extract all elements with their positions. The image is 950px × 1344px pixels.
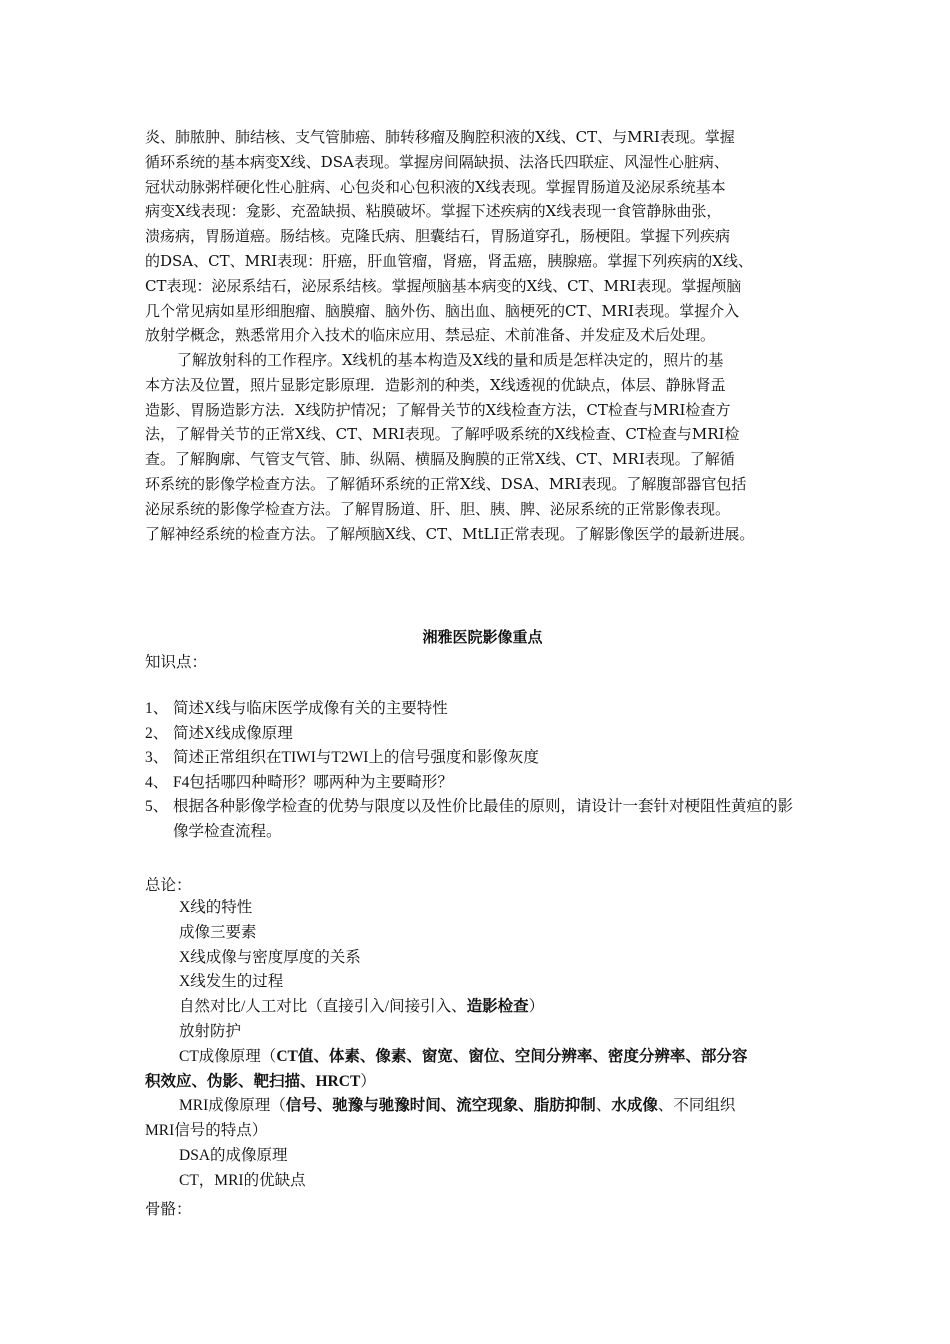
para1-line: 溃疡病，胃肠道癌。肠结核。克隆氏病、胆囊结石，胃肠道穿孔，肠梗阻。掌握下列疾病: [145, 227, 731, 246]
topic-text: MRI成像原理（: [179, 1097, 286, 1115]
list-item: [145, 746, 825, 771]
topic-item: DSA的成像原理: [179, 1146, 288, 1164]
topic-item: X线的特性: [179, 899, 253, 916]
list-text: 简述正常组织在TIWI与T2WI上的信号强度和影像灰度: [173, 749, 539, 767]
topic-bold: CT值、体素、像素、窗宽、窗位、空间分辨率、密度分辨率、部分容: [276, 1047, 748, 1065]
topic-continuation: [145, 1119, 815, 1144]
topic-item: [145, 1045, 815, 1095]
list-number: 5、: [145, 798, 169, 816]
list-text: 根据各种影像学检查的优势与限度以及性价比最佳的原则，请设计一套针对梗阻性黄疸的影像学检查流程。: [173, 798, 794, 840]
general-label: 总论：: [145, 877, 192, 894]
list-number: 2、: [145, 724, 169, 742]
para2-line: 查。了解胸廓、气管支气管、肺、纵隔、横膈及胸膜的正常X线、CT、MRI表现。了解循: [145, 450, 735, 469]
list-item: [145, 795, 825, 844]
topic-item: X线成像与密度厚度的关系: [179, 948, 361, 966]
para1-line: 循环系统的基本病变X线、DSA表现。掌握房间隔缺损、法洛氏四联症、风湿性心脏病、: [145, 152, 729, 171]
list-number: 1、: [145, 700, 169, 717]
topic-text: 自然对比/人工对比（直接引入/间接引入、: [179, 998, 467, 1016]
paragraph-understanding: [145, 348, 820, 546]
para1-line: 几个常见病如星形细胞瘤、脑膜瘤、脑外伤、脑出血、脑梗死的CT、MRI表现。掌握介入: [145, 301, 740, 320]
topic-continuation: [145, 1070, 815, 1095]
topic-text: CT成像原理（: [179, 1047, 277, 1065]
list-item: [145, 697, 825, 722]
topic-item: [145, 995, 815, 1020]
topic-text: MRI信号的特点）: [145, 1122, 268, 1140]
bone-label: 骨骼：: [145, 1201, 192, 1218]
section-title: 湘雅医院影像重点: [422, 629, 543, 646]
general-topics: [145, 896, 815, 1194]
question-list: [145, 697, 825, 845]
para1-line: 放射学概念，熟悉常用介入技术的临床应用、禁忌症、术前准备、并发症及术后处理。: [145, 326, 716, 345]
topic-bold: 水成像: [611, 1097, 658, 1115]
list-number: 3、: [145, 749, 169, 767]
paragraph-mastery: [145, 125, 820, 348]
para2-line: 法，了解骨关节的正常X线、CT、MRI表现。了解呼吸系统的X线检查、CT检查与MRI检: [145, 425, 740, 444]
para1-line: 病变X线表现：龛影、充盈缺损、粘膜破坏。掌握下述疾病的X线表现一食管静脉曲张，: [145, 202, 722, 221]
list-text: F4包括哪四种畸形？哪两种为主要畸形？: [173, 773, 453, 791]
topic-item: [145, 1094, 815, 1144]
list-item: [145, 771, 825, 796]
topic-item: 成像三要素: [179, 923, 257, 941]
para1-line: CT表现：泌尿系结石，泌尿系结核。掌握颅脑基本病变的X线、CT、MRI表现。掌握颅脑: [145, 276, 742, 295]
topic-item: X线发生的过程: [179, 973, 284, 991]
para1-line: 的DSA、CT、MRI表现：肝癌，肝血管瘤，肾癌，肾盂癌，胰腺癌。掌握下列疾病的X线、: [145, 251, 753, 270]
topic-bold: 造影检查: [466, 998, 529, 1016]
para2-line: 了解放射科的工作程序。X线机的基本构造及X线的量和质是怎样决定的，照片的基: [177, 351, 724, 369]
para2-line: 环系统的影像学检查方法。了解循环系统的正常X线、DSA、MRI表现。了解腹部器官包括: [145, 474, 747, 493]
list-text: 简述X线成像原理: [173, 724, 293, 742]
topic-item: CT，MRI的优缺点: [179, 1171, 306, 1189]
topic-text: 、: [595, 1097, 612, 1115]
para1-line: 炎、肺脓肿、肺结核、支气管肺癌、肺转移瘤及胸腔积液的X线、CT、与MRI表现。掌握: [145, 128, 735, 146]
topic-text: 、不同组织: [657, 1097, 736, 1115]
topic-item: 放射防护: [179, 1022, 242, 1040]
list-number: 4、: [145, 773, 169, 791]
list-text: 简述X线与临床医学成像有关的主要特性: [173, 700, 448, 717]
para2-line: 本方法及位置，照片显影定影原理．造影剂的种类，X线透视的优缺点，体层、静脉肾盂: [145, 375, 726, 394]
topic-text: ）: [360, 1072, 376, 1090]
topic-bold: 信号、驰豫与驰豫时间、流空现象、脂肪抑制: [285, 1097, 596, 1115]
para2-line: 泌尿系统的影像学检查方法。了解胃肠道、肝、胆、胰、脾、泌尿系统的正常影像表现。: [145, 499, 731, 518]
list-item: [145, 722, 825, 747]
topic-text: ）: [528, 998, 545, 1016]
para2-line: 了解神经系统的检查方法。了解颅脑X线、CT、MtLI正常表现。了解影像医学的最新进展。: [145, 524, 755, 543]
knowledge-label: 知识点：: [145, 654, 208, 671]
topic-bold: 积效应、伪影、靶扫描、HRCT: [145, 1072, 361, 1090]
para2-line: 造影、胃肠造影方法．X线防护情况；了解骨关节的X线检查方法，CT检查与MRI检查方: [145, 400, 731, 419]
para1-line: 冠状动脉粥样硬化性心脏病、心包炎和心包积液的X线表现。掌握胃肠道及泌尿系统基本: [145, 177, 726, 196]
